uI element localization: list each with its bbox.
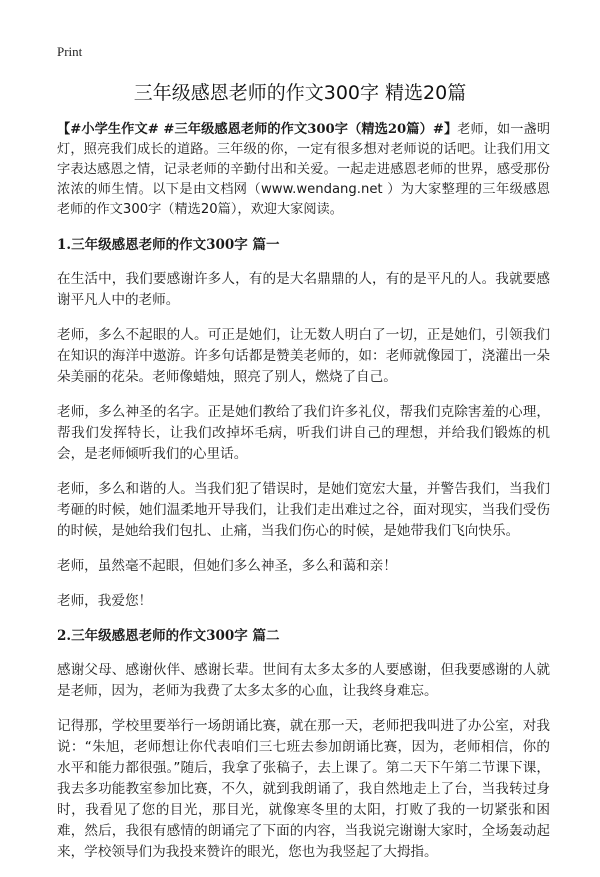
section-2-paragraph: 记得那，学校里要举行一场朗诵比赛，就在那一天，老师把我叫进了办公室，对我说：“朱旭，老师想让你代表咱们三七班去参加朗诵比赛，因为，老师相信，你的水平和能力都很强。”随后，我拿了张稿子，去上课了。第二天下午第二节课下课，我去多功能教室参加比赛，不久，就到我朗诵了，我自然地走上了台，当我转过身时，我看见了您的目光，那目光，就像寒冬里的太阳，打败了我的一切紧张和困难，然后，我很有感情的朗诵完了下面的内容，当我说完谢谢大家时，全场轰动起来，学校领导们为我投来赞许的眼光，您也为我竖起了大拇指。 bbox=[57, 718, 550, 860]
intro-paragraph bbox=[57, 120, 550, 220]
section-2-paragraph: 感谢父母、感谢伙伴、感谢长辈。世间有太多太多的人要感谢，但我要感谢的人就是老师，因为，老师为我费了太多太多的心血，让我终身难忘。 bbox=[57, 662, 550, 699]
intro-text: 老师，如一盏明灯，照亮我们成长的道路。三年级的你，一定有很多想对老师说的话吧。让我们用文字表达感恩之情，记录老师的辛勤付出和关爱。一起走进感恩老师的世界，感受那份浓浓的师生情。以下是由文档网（www.wendang.net ）为大家整理的三年级感恩老师的作文300字（精选20篇），欢迎大家阅读。 bbox=[57, 122, 551, 217]
section-1-paragraph: 在生活中，我们要感谢许多人，有的是大名鼎鼎的人，有的是平凡的人。我就要感谢平凡人中的老师。 bbox=[57, 271, 550, 308]
intro-tag: 【#小学生作文# #三年级感恩老师的作文300字（精选20篇）#】 bbox=[57, 122, 458, 137]
section-1-paragraph: 老师，多么和谐的人。当我们犯了错误时，是她们宽宏大量，并警告我们，当我们考砸的时候，她们温柔地开导我们，让我们走出难过之谷，面对现实，当我们受伤的时候，是她给我们包扎、止痛，当我们伤心的时候，是她带我们飞向快乐。 bbox=[57, 481, 550, 539]
section-1-paragraph: 老师，多么不起眼的人。可正是她们，让无数人明白了一切，正是她们，引领我们在知识的海洋中遨游。许多句话都是赞美老师的，如：老师就像园丁，浇灌出一朵朵美丽的花朵。老师像蜡烛，照亮了别人，燃烧了自己。 bbox=[57, 327, 550, 385]
print-label: Print bbox=[57, 44, 83, 59]
page-title: 三年级感恩老师的作文300字 精选20篇 bbox=[133, 82, 467, 104]
section-heading-2: 2.三年级感恩老师的作文300字 篇二 bbox=[57, 628, 280, 644]
section-1-paragraph: 老师，我爱您！ bbox=[57, 593, 153, 609]
document-body bbox=[57, 120, 550, 877]
section-heading-1: 1.三年级感恩老师的作文300字 篇一 bbox=[57, 237, 280, 253]
section-1-paragraph: 老师，虽然毫不起眼，但她们多么神圣，多么和蔼和亲！ bbox=[57, 558, 397, 574]
section-1-paragraph: 老师，多么神圣的名字。正是她们教给了我们许多礼仪，帮我们克除害羞的心理，帮我们发挥特长，让我们改掉坏毛病，听我们讲自己的理想，并给我们锻炼的机会，是老师倾听我们的心里话。 bbox=[57, 404, 550, 462]
